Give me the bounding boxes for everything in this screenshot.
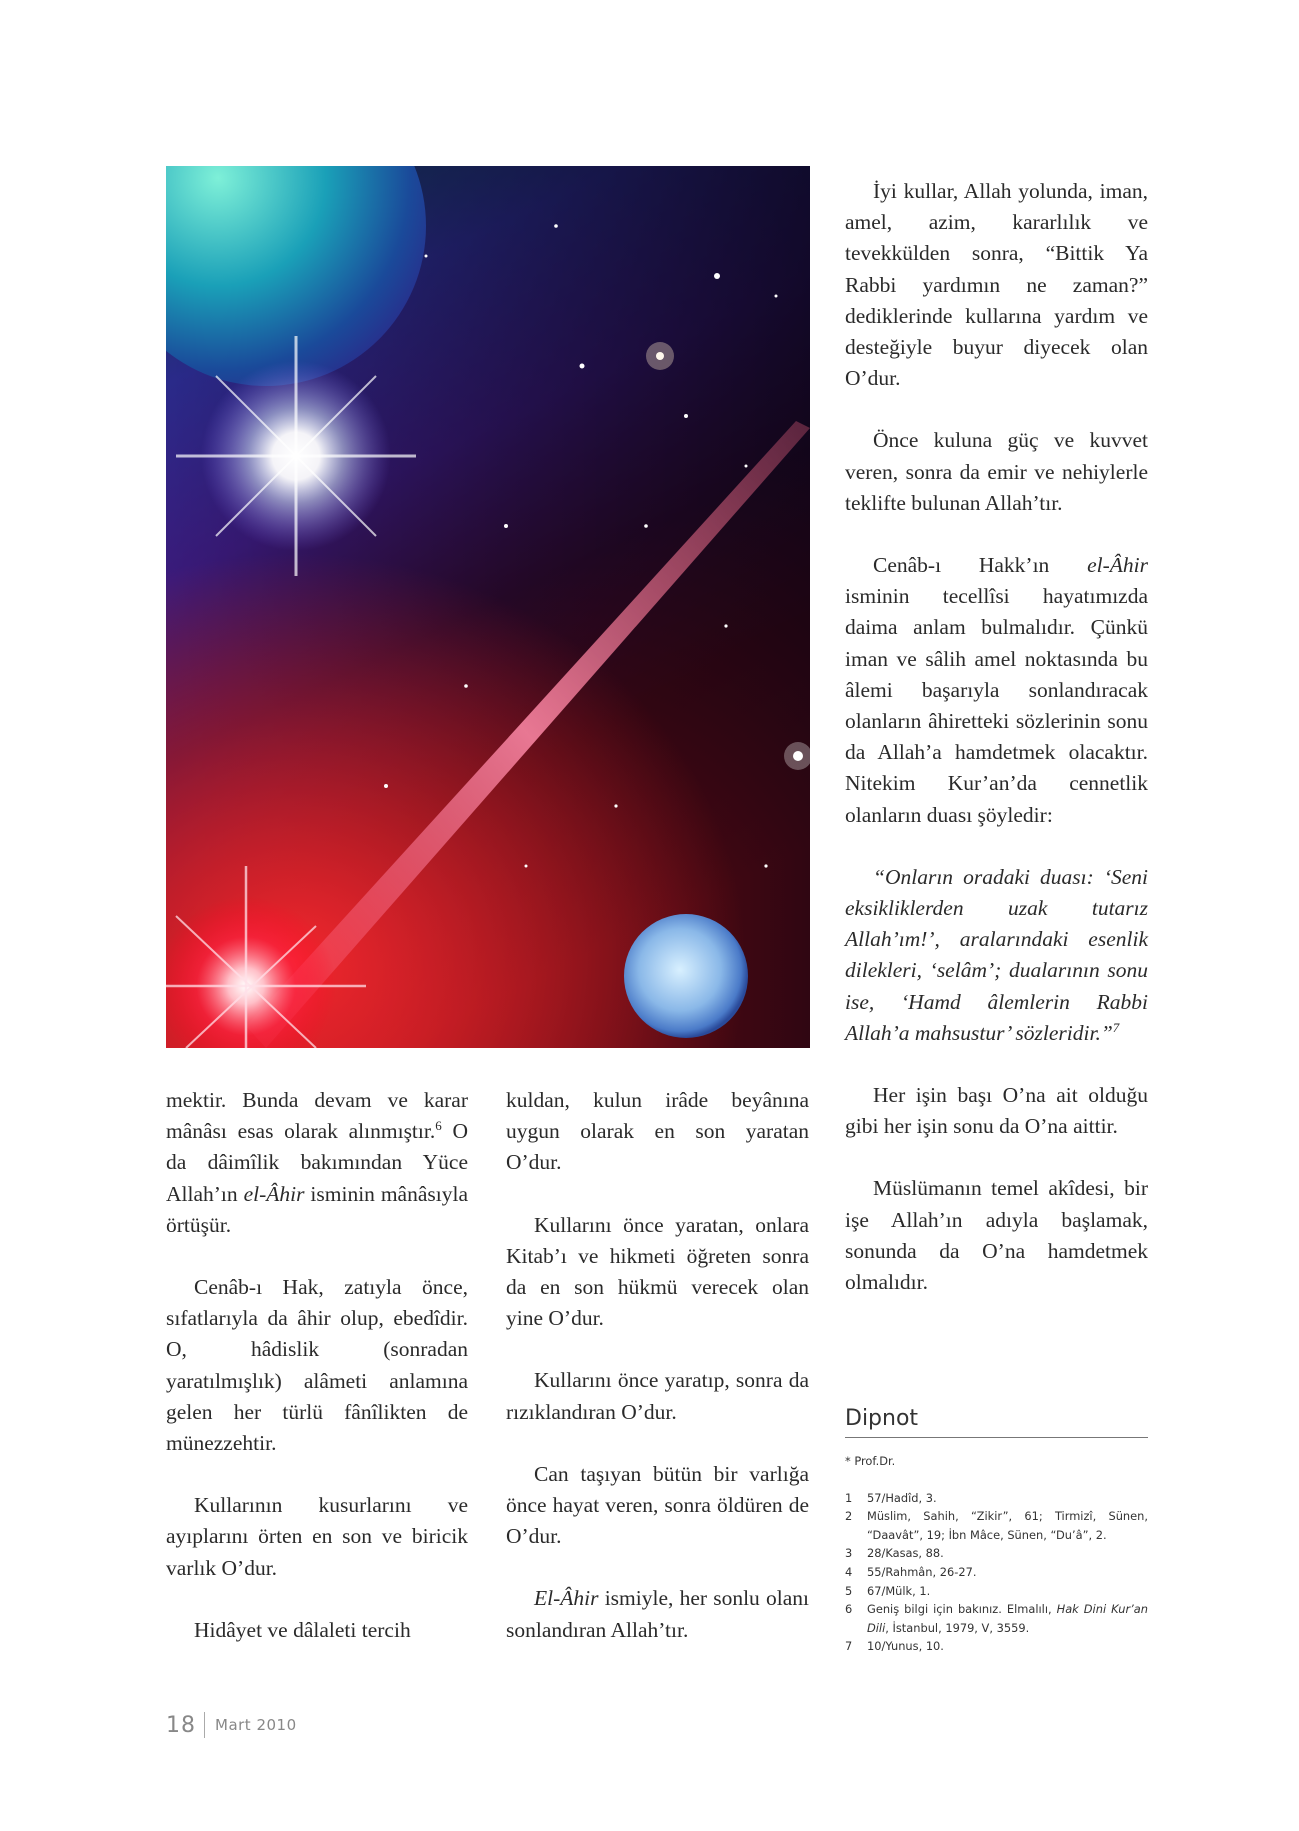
footnote-item <box>845 1582 1148 1601</box>
right-text-column <box>845 176 1148 1329</box>
footnote-text: 55/Rahmân, 26-27. <box>867 1564 977 1579</box>
space-illustration <box>166 166 810 1048</box>
footnote-ref: 6 <box>435 1118 442 1134</box>
text-run: isminin mânâsıyla örtüşür. <box>166 1181 468 1237</box>
text-run: , İstanbul, 1979, V, 3559. <box>885 1620 1030 1635</box>
divine-name: el-Âhir <box>1087 553 1148 578</box>
footnotes-list <box>845 1452 1148 1656</box>
paragraph: Can taşıyan bütün bir varlığa önce hayat veren, sonra öldüren de O’dur. <box>506 1461 809 1549</box>
text-run: O da dâimîlik bakımından Yüce Allah’ın <box>166 1119 468 1206</box>
footnote-number: 6 <box>845 1602 853 1617</box>
left-text-column <box>166 1085 468 1677</box>
text-run: mektir. Bunda devam ve karar mânâsı esas olarak alınmıştır. <box>166 1088 468 1144</box>
paragraph: Kullarının kusurlarını ve ayıplarını örten en son ve biricik varlık O’dur. <box>166 1493 468 1580</box>
text-run: Geniş bilgi için bakınız. Elmalılı, <box>867 1602 1057 1617</box>
footnote-item <box>845 1489 1148 1508</box>
page-number: 18 <box>166 1712 196 1738</box>
footnote-item <box>845 1637 1148 1656</box>
footnote-number: 3 <box>845 1546 853 1561</box>
quote-text: “Onların oradaki duası: ‘Seni eksikliklerden uzak tutarız Allah’ım!’, aralarındaki esenlik dilekleri, ‘selâm’; dualarının sonu ise, ‘Hamd âlemlerin Rabbi Allah’a mahsustur’ sözleridir.” <box>845 864 1148 1045</box>
footnote-number: 7 <box>845 1639 853 1654</box>
footnote-text: 28/Kasas, 88. <box>867 1546 944 1561</box>
issue-date: Mart 2010 <box>215 1716 297 1734</box>
quranic-quote <box>845 862 1148 1049</box>
middle-text-column <box>506 1085 809 1677</box>
footnote-item <box>845 1507 1148 1544</box>
footnote-text: 57/Hadîd, 3. <box>867 1490 937 1505</box>
author-note: * Prof.Dr. <box>845 1454 896 1468</box>
paragraph: Müslümanın temel akîdesi, bir işe Allah’ın adıyla başlamak, sonunda da O’na hamdetmek olmalıdır. <box>845 1176 1148 1295</box>
paragraph: Kullarını önce yaratan, onlara Kitab’ı ve hikmeti öğreten sonra da en son hükmü verecek olan yine O’dur. <box>506 1212 809 1331</box>
text-run: isminin tecellîsi hayatımızda daima anlam bulmalıdır. Çünkü iman ve sâlih amel noktasında bu âlemi başarıyla sonlandıracak olanların âhiretteki sözlerinin sonu da Allah’a hamdetmek olacaktır. Nitekim Kur’an’da cennetlik olanların duası şöyledir: <box>845 584 1148 827</box>
footnote-number: 1 <box>845 1490 853 1505</box>
footnote-text: 10/Yunus, 10. <box>867 1639 944 1654</box>
footnotes-heading: Dipnot <box>845 1406 1148 1438</box>
footnote-item <box>845 1600 1148 1637</box>
footnote-text: Müslim, Sahih, “Zikir”, 61; Tirmizî, Sünen, “Daavât”, 19; İbn Mâce, Sünen, “Du’â”, 2. <box>867 1509 1148 1542</box>
footnote-text: 67/Mülk, 1. <box>867 1583 931 1598</box>
divine-name: El-Âhir <box>534 1586 599 1611</box>
footnote-item <box>845 1563 1148 1582</box>
footnote-number: 5 <box>845 1583 853 1598</box>
text-run: Cenâb-ı Hakk’ın <box>873 553 1088 578</box>
paragraph <box>506 1583 809 1645</box>
paragraph: İyi kullar, Allah yolunda, iman, amel, azim, kararlılık ve tevekkülden sonra, “Bittik Ya Rabbi yardımın ne zaman?” dediklerinde kullarına yardım ve desteğiyle buyur diyecek olan O’dur. <box>845 179 1148 391</box>
paragraph: Cenâb-ı Hak, zatıyla önce, sıfatlarıyla da âhir olup, ebedîdir. O, hâdislik (sonradan yaratılmışlık) alâmeti anlamına gelen her türlü fânîlikten de münezzehtir. <box>166 1275 468 1456</box>
paragraph: Her işin başı O’na ait olduğu gibi her işin sonu da O’na aittir. <box>845 1083 1148 1139</box>
space-illustration-art <box>166 166 810 1048</box>
footnote-number: 2 <box>845 1509 853 1524</box>
paragraph: Hidâyet ve dâlaleti tercih <box>194 1617 411 1642</box>
page-footer <box>166 1712 297 1738</box>
footnote-item <box>845 1544 1148 1563</box>
paragraph: kuldan, kulun irâde beyânına uygun olarak en son yaratan O’dur. <box>506 1088 809 1175</box>
footnote-ref: 7 <box>1112 1019 1120 1035</box>
footnote-number: 4 <box>845 1564 853 1579</box>
book-title: Hak Dini Kur’an Dili <box>867 1602 1149 1635</box>
paragraph: Kullarını önce yaratıp, sonra da rızıklandıran O’dur. <box>506 1368 809 1424</box>
paragraph <box>845 550 1148 831</box>
divine-name: el-Âhir <box>243 1181 305 1206</box>
footer-divider <box>204 1712 205 1738</box>
paragraph: Önce kuluna güç ve kuvvet veren, sonra da emir ve nehiylerle teklifte bulunan Allah’tır. <box>845 428 1148 515</box>
text-run: ismiyle, her sonlu olanı sonlandıran Allah’tır. <box>506 1586 809 1642</box>
footnote-text <box>867 1600 1148 1637</box>
paragraph <box>166 1085 468 1241</box>
